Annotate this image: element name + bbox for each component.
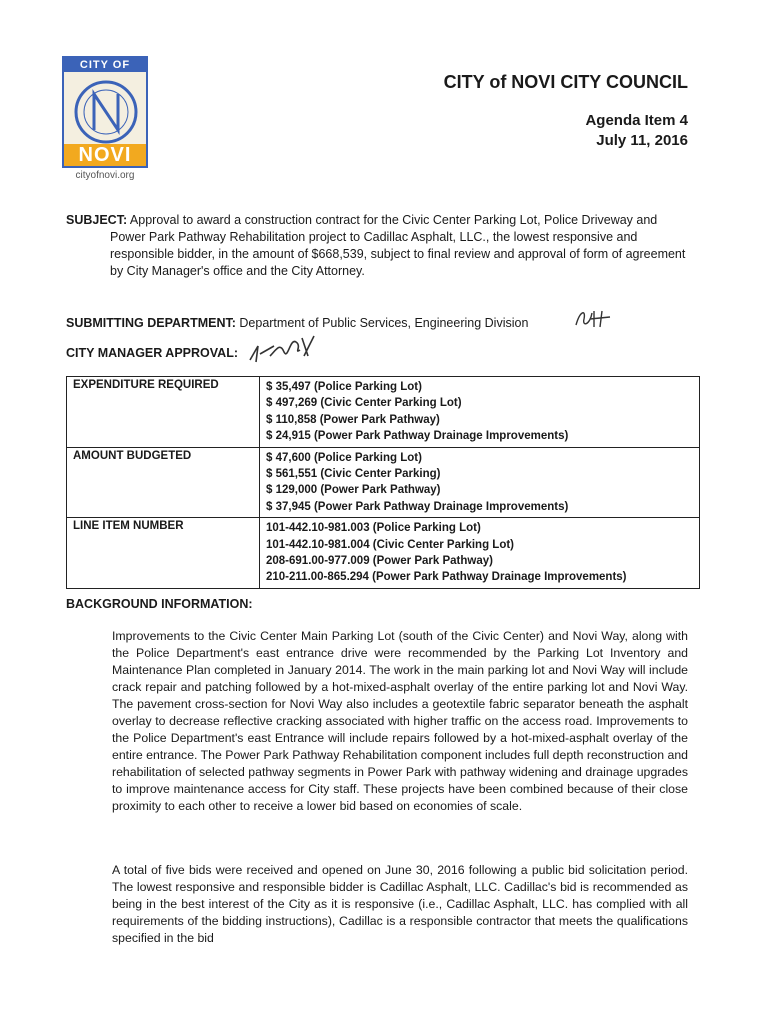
agenda-date: July 11, 2016: [596, 132, 688, 149]
logo-top-text: CITY OF: [64, 58, 146, 72]
value-line: 210-211.00-865.294 (Power Park Pathway Drainage Improvements): [266, 571, 627, 584]
value-line: $ 110,858 (Power Park Pathway): [266, 413, 440, 426]
submitting-department: [66, 316, 528, 330]
row-values: [260, 518, 700, 589]
submitting-text: Department of Public Services, Engineering Division: [239, 316, 529, 330]
city-manager-approval-label: CITY MANAGER APPROVAL:: [66, 346, 238, 360]
manager-signature-icon: [244, 332, 316, 366]
row-key: EXPENDITURE REQUIRED: [67, 377, 260, 448]
value-line: $ 497,269 (Civic Center Parking Lot): [266, 397, 462, 410]
value-line: 208-691.00-977.009 (Power Park Pathway): [266, 555, 493, 568]
subject-block: [66, 212, 688, 280]
logo-bottom-text: NOVI: [64, 144, 146, 166]
row-values: [260, 377, 700, 448]
background-paragraph-1: Improvements to the Civic Center Main Parking Lot (south of the Civic Center) and Novi Way, along with the Police Department's east entrance drive were recommended by the Parking Lot Inventory and Maintenance Plan completed in January 2014. The work in the main parking lot and Novi Way will include crack repair and patching followed by a hot-mixed-asphalt overlay of the entire parking lot and Novi Way. The pavement cross-section for Novi Way also includes a geotextile fabric separator beneath the asphalt overlay to decrease reflective cracking associated with higher traffic on the access road. Improvements to the Police Department's east Entrance will include repairs followed by a hot-mixed-asphalt overlay of the entire entrance. The Power Park Pathway Rehabilitation component includes full depth reconstruction and rehabilitation of selected pathway segments in Power Park with pathway widening and drainage upgrades to improve maintenance access for City staff. These projects have been combined because of their close proximity to each other to receive a lower bid based on economies of scale.: [112, 629, 689, 813]
subject-text: Approval to award a construction contract for the Civic Center Parking Lot, Police Driveway and Power Park Pathway Rehabilitation project to Cadillac Asphalt, LLC., the lowest responsive and responsible bidder, in the amount of $668,539, subject to final review and approval of form of agreement by City Manager's office and the City Attorney.: [110, 213, 686, 278]
value-line: $ 47,600 (Police Parking Lot): [266, 451, 422, 464]
background-heading: BACKGROUND INFORMATION:: [66, 597, 253, 611]
value-line: $ 561,551 (Civic Center Parking): [266, 468, 441, 481]
value-line: $ 24,915 (Power Park Pathway Drainage Improvements): [266, 430, 569, 443]
logo-n-icon: [70, 76, 142, 148]
row-key: LINE ITEM NUMBER: [67, 518, 260, 589]
table-row: [67, 447, 700, 518]
submitting-label: SUBMITTING DEPARTMENT:: [66, 316, 236, 330]
expenditure-table: [66, 376, 700, 589]
city-logo: [62, 56, 150, 181]
background-paragraph-2: A total of five bids were received and opened on June 30, 2016 following a public bid solicitation period. The lowest responsive and responsible bidder is Cadillac Asphalt, LLC. Cadillac's bid is recommended as being in the best interest of the City as it is responsive (i.e., Cadillac Asphalt, LLC. has complied with all requirements of the bidding instructions), Cadillac is a responsible contractor that meets the qualifications specified in the bid: [112, 863, 688, 945]
table-row: [67, 518, 700, 589]
table-row: [67, 377, 700, 448]
value-line: $ 37,945 (Power Park Pathway Drainage Improvements): [266, 500, 569, 513]
initials-signature-icon: [572, 305, 614, 331]
logo-url: cityofnovi.org: [75, 170, 135, 181]
council-title: CITY of NOVI CITY COUNCIL: [443, 72, 688, 92]
value-line: $ 129,000 (Power Park Pathway): [266, 484, 441, 497]
value-line: 101-442.10-981.004 (Civic Center Parking Lot): [266, 538, 515, 551]
value-line: $ 35,497 (Police Parking Lot): [266, 381, 422, 393]
subject-label: SUBJECT:: [66, 213, 128, 227]
agenda-item: Agenda Item 4: [585, 112, 688, 129]
row-key: AMOUNT BUDGETED: [67, 447, 260, 518]
value-line: 101-442.10-981.003 (Police Parking Lot): [266, 522, 481, 535]
row-values: [260, 447, 700, 518]
logo-emblem: [62, 56, 148, 168]
